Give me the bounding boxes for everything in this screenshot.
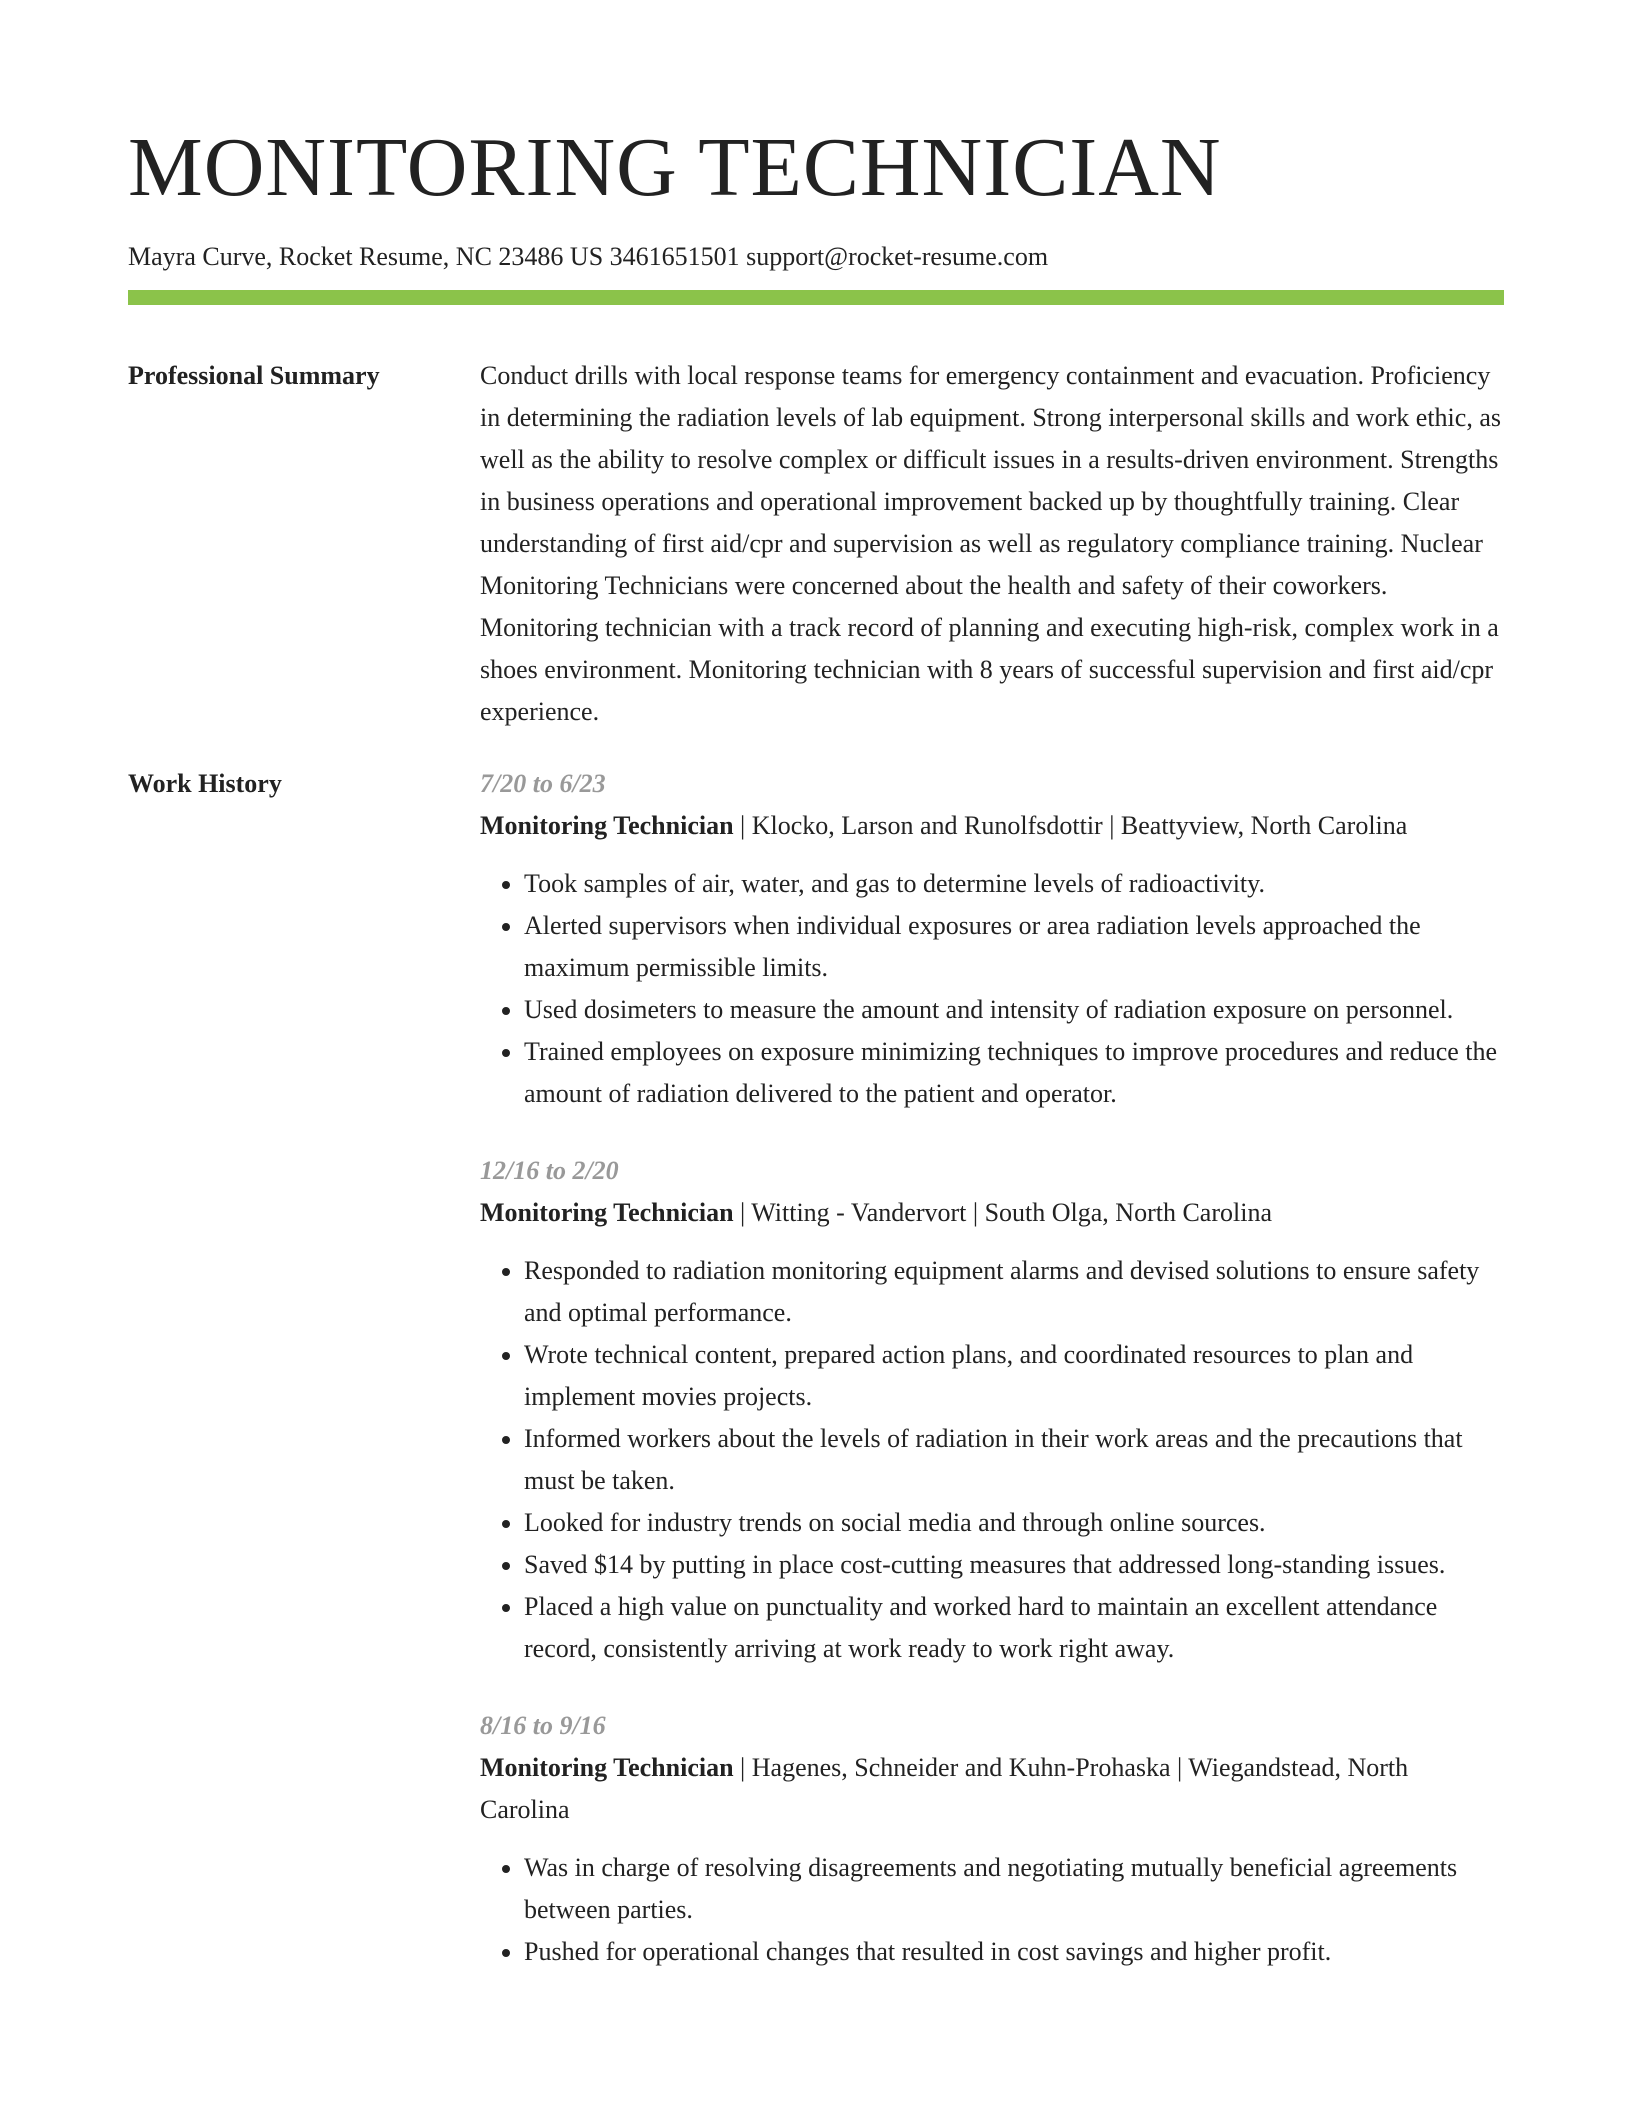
resume-title: MONITORING TECHNICIAN [128, 121, 1222, 214]
professional-summary-section [128, 355, 1504, 733]
job-bullet: • Took samples of air, water, and gas to determine levels of radioactivity. [524, 863, 1504, 905]
job-bullet: • Responded to radiation monitoring equipment alarms and devised solutions to ensure safety and optimal performance. [524, 1250, 1504, 1334]
work-history-section [128, 763, 1504, 2008]
job-title: Monitoring Technician [480, 1198, 734, 1227]
job-heading [480, 805, 1504, 847]
contact-line: Mayra Curve, Rocket Resume, NC 23486 US 3461651501 support@rocket-resume.com [128, 242, 1049, 271]
job-bullet: • Used dosimeters to measure the amount and intensity of radiation exposure on personnel. [524, 989, 1504, 1031]
job-company-location: | Witting - Vandervort | South Olga, North Carolina [733, 1198, 1272, 1227]
accent-divider [128, 290, 1504, 305]
job-bullet: • Was in charge of resolving disagreements and negotiating mutually beneficial agreements between parties. [524, 1847, 1504, 1931]
job-entry [480, 1150, 1504, 1670]
job-bullet: • Looked for industry trends on social media and through online sources. [524, 1502, 1504, 1544]
job-heading [480, 1192, 1504, 1234]
job-dates: 8/16 to 9/16 [480, 1711, 606, 1740]
summary-text: Conduct drills with local response teams for emergency containment and evacuation. Proficiency in determining the radiation levels of lab equipment. Strong interpersonal skills and work ethic, as well as the ability to resolve complex or difficult issues in a results-driven environment. Strengths in business operations and operational improvement backed up by thoughtfully training. Clear understanding of first aid/cpr and supervision as well as regulatory compliance training. Nuclear Monitoring Technicians were concerned about the health and safety of their coworkers. Monitoring technician with a track record of planning and executing high-risk, complex work in a shoes environment. Monitoring technician with 8 years of successful supervision and first aid/cpr experience. [480, 361, 1501, 726]
job-entry [480, 763, 1504, 1115]
job-bullet-list [480, 1847, 1504, 1973]
job-bullet-list [480, 1250, 1504, 1670]
work-history-body [480, 763, 1504, 2008]
job-bullet: • Wrote technical content, prepared action plans, and coordinated resources to plan and implement movies projects. [524, 1334, 1504, 1418]
section-label-professional-summary: Professional Summary [128, 361, 380, 390]
resume-page [128, 118, 1504, 2008]
job-entry [480, 1705, 1504, 1973]
section-label-work-history: Work History [128, 769, 282, 798]
professional-summary-body [480, 355, 1504, 733]
job-company-location: | Hagenes, Schneider and Kuhn-Prohaska | Wiegandstead, North Carolina [480, 1753, 1409, 1824]
job-title: Monitoring Technician [480, 1753, 734, 1782]
job-title: Monitoring Technician [480, 811, 734, 840]
job-dates: 7/20 to 6/23 [480, 769, 606, 798]
job-heading [480, 1747, 1504, 1831]
job-bullet: • Trained employees on exposure minimizing techniques to improve procedures and reduce the amount of radiation delivered to the patient and operator. [524, 1031, 1504, 1115]
job-company-location: | Klocko, Larson and Runolfsdottir | Beattyview, North Carolina [733, 811, 1408, 840]
job-bullet: • Placed a high value on punctuality and worked hard to maintain an excellent attendance record, consistently arriving at work ready to work right away. [524, 1586, 1504, 1670]
job-dates: 12/16 to 2/20 [480, 1156, 619, 1185]
job-bullet: • Informed workers about the levels of radiation in their work areas and the precautions that must be taken. [524, 1418, 1504, 1502]
job-bullet-list [480, 863, 1504, 1115]
job-bullet: • Saved $14 by putting in place cost-cutting measures that addressed long-standing issues. [524, 1544, 1504, 1586]
job-bullet: • Pushed for operational changes that resulted in cost savings and higher profit. [524, 1931, 1504, 1973]
job-bullet: • Alerted supervisors when individual exposures or area radiation levels approached the maximum permissible limits. [524, 905, 1504, 989]
